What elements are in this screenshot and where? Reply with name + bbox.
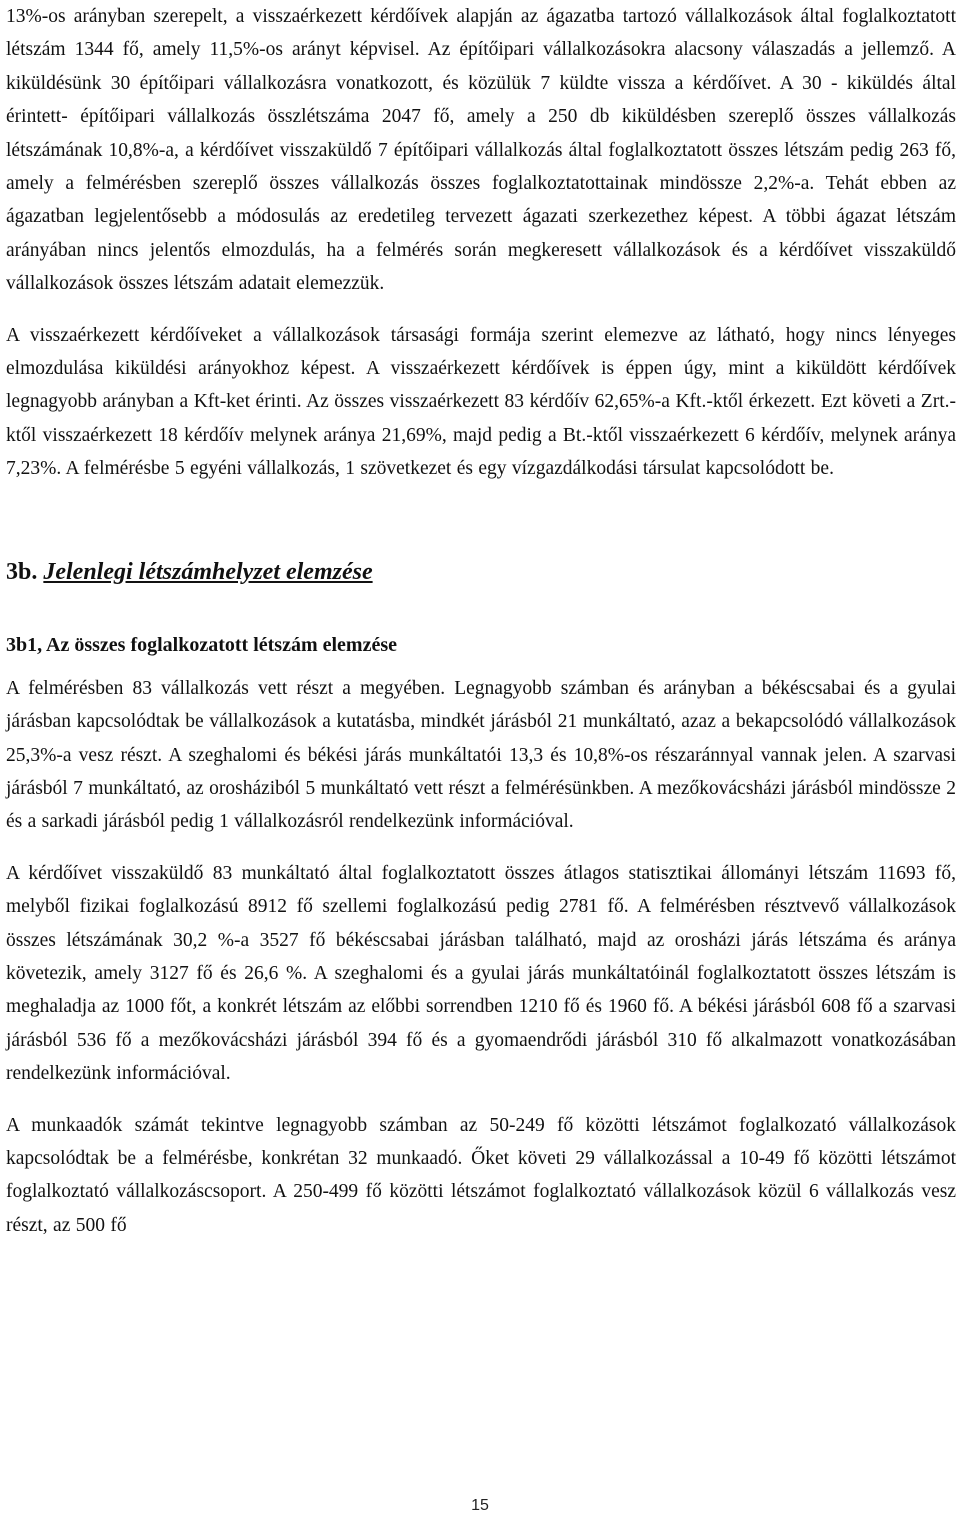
section-title: Jelenlegi létszámhelyzet elemzése xyxy=(43,558,373,585)
section-heading xyxy=(6,554,956,590)
paragraph-construction-sector: 13%-os arányban szerepelt, a visszaérkezett kérdőívek alapján az ágazatba tartozó vállalkozások által foglalkoztatott létszám 1344 fő, amely 11,5%-os arányt képvisel. Az építőipari vállalkozásokra alacsony válaszadás a jellemző. A kiküldésünk 30 építőipari vállalkozásra vonatkozott, és közülük 7 küldte vissza a kérdőívet. A 30 - kiküldés által érintett- építőipari vállalkozás összlétszáma 2047 fő, amely a 250 db kiküldésben szereplő összes vállalkozás létszámának 10,8%-a, a kérdőívet visszaküldő 7 építőipari vállalkozás által foglalkoztatott összes létszám pedig 263 fő, amely a felmérésben szereplő összes vállalkozás összes foglalkoztatottainak mindössze 2,2%-a. Tehát ebben az ágazatban legjelentősebb a módosulás az eredetileg tervezett ágazati szerkezethez képest. A többi ágazat létszám arányában nincs jelentős elmozdulás, ha a felmérés során megkeresett vállalkozások és a kérdőívet visszaküldő vállalkozások összes létszám adatait elemezzük. xyxy=(6,6,956,295)
paragraph-headcount-by-district: A kérdőívet visszaküldő 83 munkáltató által foglalkoztatott összes átlagos statisztikai állományi létszám 11693 fő, melyből fizikai foglalkozású 8912 fő szellemi foglalkozású pedig 2781 fő. A felmérésben résztvevő vállalkozások összes létszámának 30,2 %-a 3527 fő békéscsabai járásban található, majd az orosházi járás létszáma és aránya követezik, amely 3127 fő és 26,6 %. A szeghalomi és a gyulai járás munkáltatóinál foglalkoztatott összes létszám is meghaladja az 1000 főt, a konkrét létszám az előbbi sorrendben 1210 fő és 1960 fő. A békési járásból 608 fő a szarvasi járásból 536 fő a mezőkovácsházi járásból 394 fő és a gyomaendrődi járásból 310 fő alkalmazott vonatkozásában rendelkezünk információval. xyxy=(6,862,956,1085)
document-page xyxy=(6,0,956,1242)
subsection-heading: 3b1, Az összes foglalkozatott létszám elemzése xyxy=(6,633,397,656)
paragraph-employer-size: A munkaadók számát tekintve legnagyobb számban az 50-249 fő közötti létszámot foglalkozató vállalkozások kapcsolódtak be a felmérésbe, konkrétan 32 munkaadó. Őket követi 29 vállalkozással a 10-49 fő közötti létszámot foglalkoztató vállalkozáscsoport. A 250-499 fő közötti létszámot foglalkoztató vállalkozások közül 6 vállalkozás vesz részt, az 500 fő xyxy=(6,1114,956,1236)
page-number: 15 xyxy=(471,1497,489,1514)
section-number: 3b. xyxy=(6,558,38,585)
paragraph-company-forms: A visszaérkezett kérdőíveket a vállalkozások társasági formája szerint elemezve az látható, hogy nincs lényeges elmozdulása kiküldési arányokhoz képest. A visszaérkezett kérdőívek is éppen úgy, mint a kiküldött kérdőívek legnagyobb arányban a Kft-ket érinti. Az összes visszaérkezett 83 kérdőív 62,65%-a Kft.-ktől érkezett. Ezt követi a Zrt.-ktől visszaérkezett 18 kérdőív melynek aránya 21,69%, majd pedig a Bt.-ktől visszaérkezett 6 kérdőív, melynek aránya 7,23%. A felmérésbe 5 egyéni vállalkozás, 1 szövetkezet és egy vízgazdálkodási társulat kapcsolódott be. xyxy=(6,324,956,480)
paragraph-participation-by-district: A felmérésben 83 vállalkozás vett részt a megyében. Legnagyobb számban és arányban a békéscsabai és a gyulai járásban kapcsolódtak be vállalkozások a kutatásba, mindkét járásból 21 munkáltató, azaz a bekapcsolódó vállalkozások 25,3%-a vesz részt. A szeghalomi és békési járás munkáltatói 13,3 és 10,8%-os részaránnyal vannak jelen. A szarvasi járásból 7 munkáltató, az orosháziból 5 munkáltató vett részt a felmérésünkben. A mezőkovácsházi járásból mindössze 2 és a sarkadi járásból pedig 1 vállalkozásról rendelkezünk információval. xyxy=(6,677,956,833)
